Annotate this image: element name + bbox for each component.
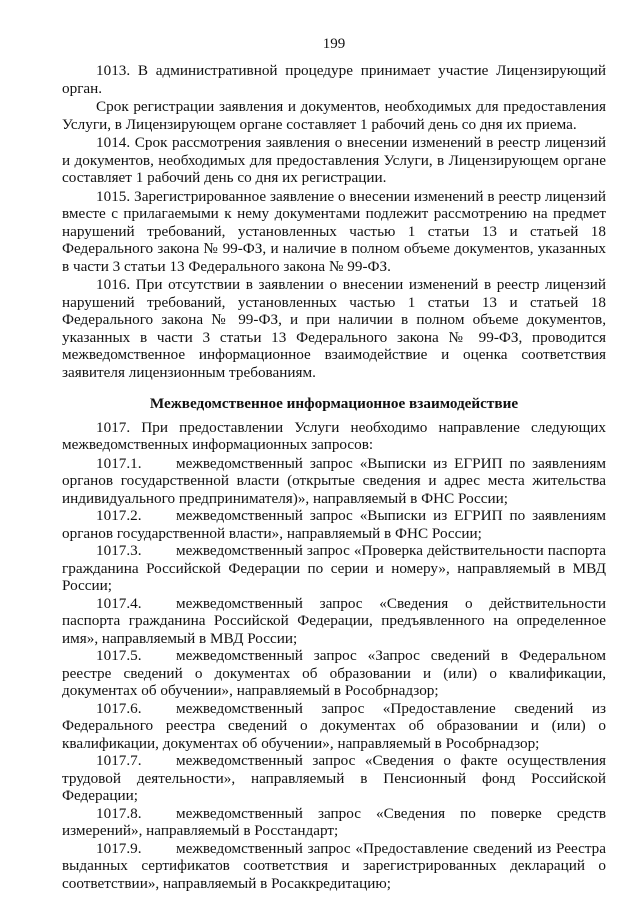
list-item [62,840,606,893]
paragraph-registration-term: Срок регистрации заявления и документов, необходимых для предоставления Услуги, в Лицензирующем органе составляет 1 рабочий день со дня их приема. [62,98,606,133]
list-item-text: межведомственный запрос «Предоставление сведений из Федерального реестра сведений о документах об образовании и (или) о квалификации, документах об обучении», направляемый в Рособрнадзор; [62,699,606,752]
list-item-number: 1017.4. [96,594,142,612]
list-item [62,700,606,753]
list-item-text: межведомственный запрос «Проверка действительности паспорта гражданина Российской Федерации по серии и номеру», направляемый в МВД России; [62,542,606,594]
document-body [62,62,606,892]
list-item-number: 1017.6. [96,699,142,717]
list-item-text: межведомственный запрос «Сведения о действительности паспорта гражданина Российской Федерации, предъявленного на определенное имя», направляемый в МВД России; [62,594,606,647]
list-item [62,752,606,805]
list-item [62,542,606,595]
paragraph-1016: 1016. При отсутствии в заявлении о внесении изменений в реестр лицензий нарушений требований, установленных частью 1 статьи 13 и статьей 18 Федерального закона № 99-ФЗ, и при наличии в полном объеме документов, указанных в части 3 статьи 13 Федерального закона № 99-ФЗ, проводится межведомственное информационное взаимодействие и оценка соответствия заявителя лицензионным требованиям. [62,276,606,381]
list-item-number: 1017.9. [96,839,142,857]
list-item-number: 1017.1. [96,454,142,472]
list-item-text: межведомственный запрос «Выписки из ЕГРИП по заявлениям органов государственной власти», направляемый в ФНС России; [62,507,606,542]
list-item-text: межведомственный запрос «Сведения по поверке средств измерений», направляемый в Росстандарт; [62,804,606,839]
list-item-number: 1017.2. [96,507,142,524]
paragraph-1014: 1014. Срок рассмотрения заявления о внесении изменений в реестр лицензий и документов, необходимых для предоставления Услуги, в Лицензирующем органе составляет 1 рабочий день со дня их регистрации. [62,134,606,186]
list-item [62,647,606,700]
paragraph-1013: 1013. В административной процедуре принимает участие Лицензирующий орган. [62,62,606,97]
list-item-number: 1017.8. [96,804,142,822]
list-item [62,455,606,508]
list-item-text: межведомственный запрос «Выписки из ЕГРИП по заявлениям органов государственной власти (открытые сведения и адрес места жительства индивидуального предпринимателя)», направляемый в ФНС России; [62,454,606,507]
list-item-text: межведомственный запрос «Запрос сведений в Федеральном реестре сведений о документах об образовании и (или) о квалификации, документах об обучении», направляемый в Рособрнадзор; [62,647,606,699]
page-number: 199 [322,36,346,52]
list-item-number: 1017.3. [96,542,142,559]
list-item [62,805,606,840]
paragraph-1017: 1017. При предоставлении Услуги необходимо направление следующих межведомственных информационных запросов: [62,418,606,453]
section-heading: Межведомственное информационное взаимодействие [149,395,519,412]
list-item-text: межведомственный запрос «Предоставление сведений из Реестра выданных сертификатов соответствия и зарегистрированных деклараций о соответствии», направляемый в Росаккредитацию; [62,839,606,892]
list-item [62,595,606,648]
subitems-list [62,455,606,893]
list-item [62,507,606,542]
paragraph-1015: 1015. Зарегистрированное заявление о внесении изменений в реестр лицензий вместе с прилагаемыми к нему документами подлежит рассмотрению на предмет нарушений требований, установленных частью 1 статьи 13 и статьей 18 Федерального закона № 99-ФЗ, и наличие в полном объеме документов, указанных в части 3 статьи 13 Федерального закона № 99-ФЗ. [62,187,606,275]
list-item-number: 1017.5. [96,647,142,664]
list-item-text: межведомственный запрос «Сведения о факте осуществления трудовой деятельности», направляемый в Пенсионный фонд Российской Федерации; [62,752,606,804]
list-item-number: 1017.7. [96,752,142,769]
